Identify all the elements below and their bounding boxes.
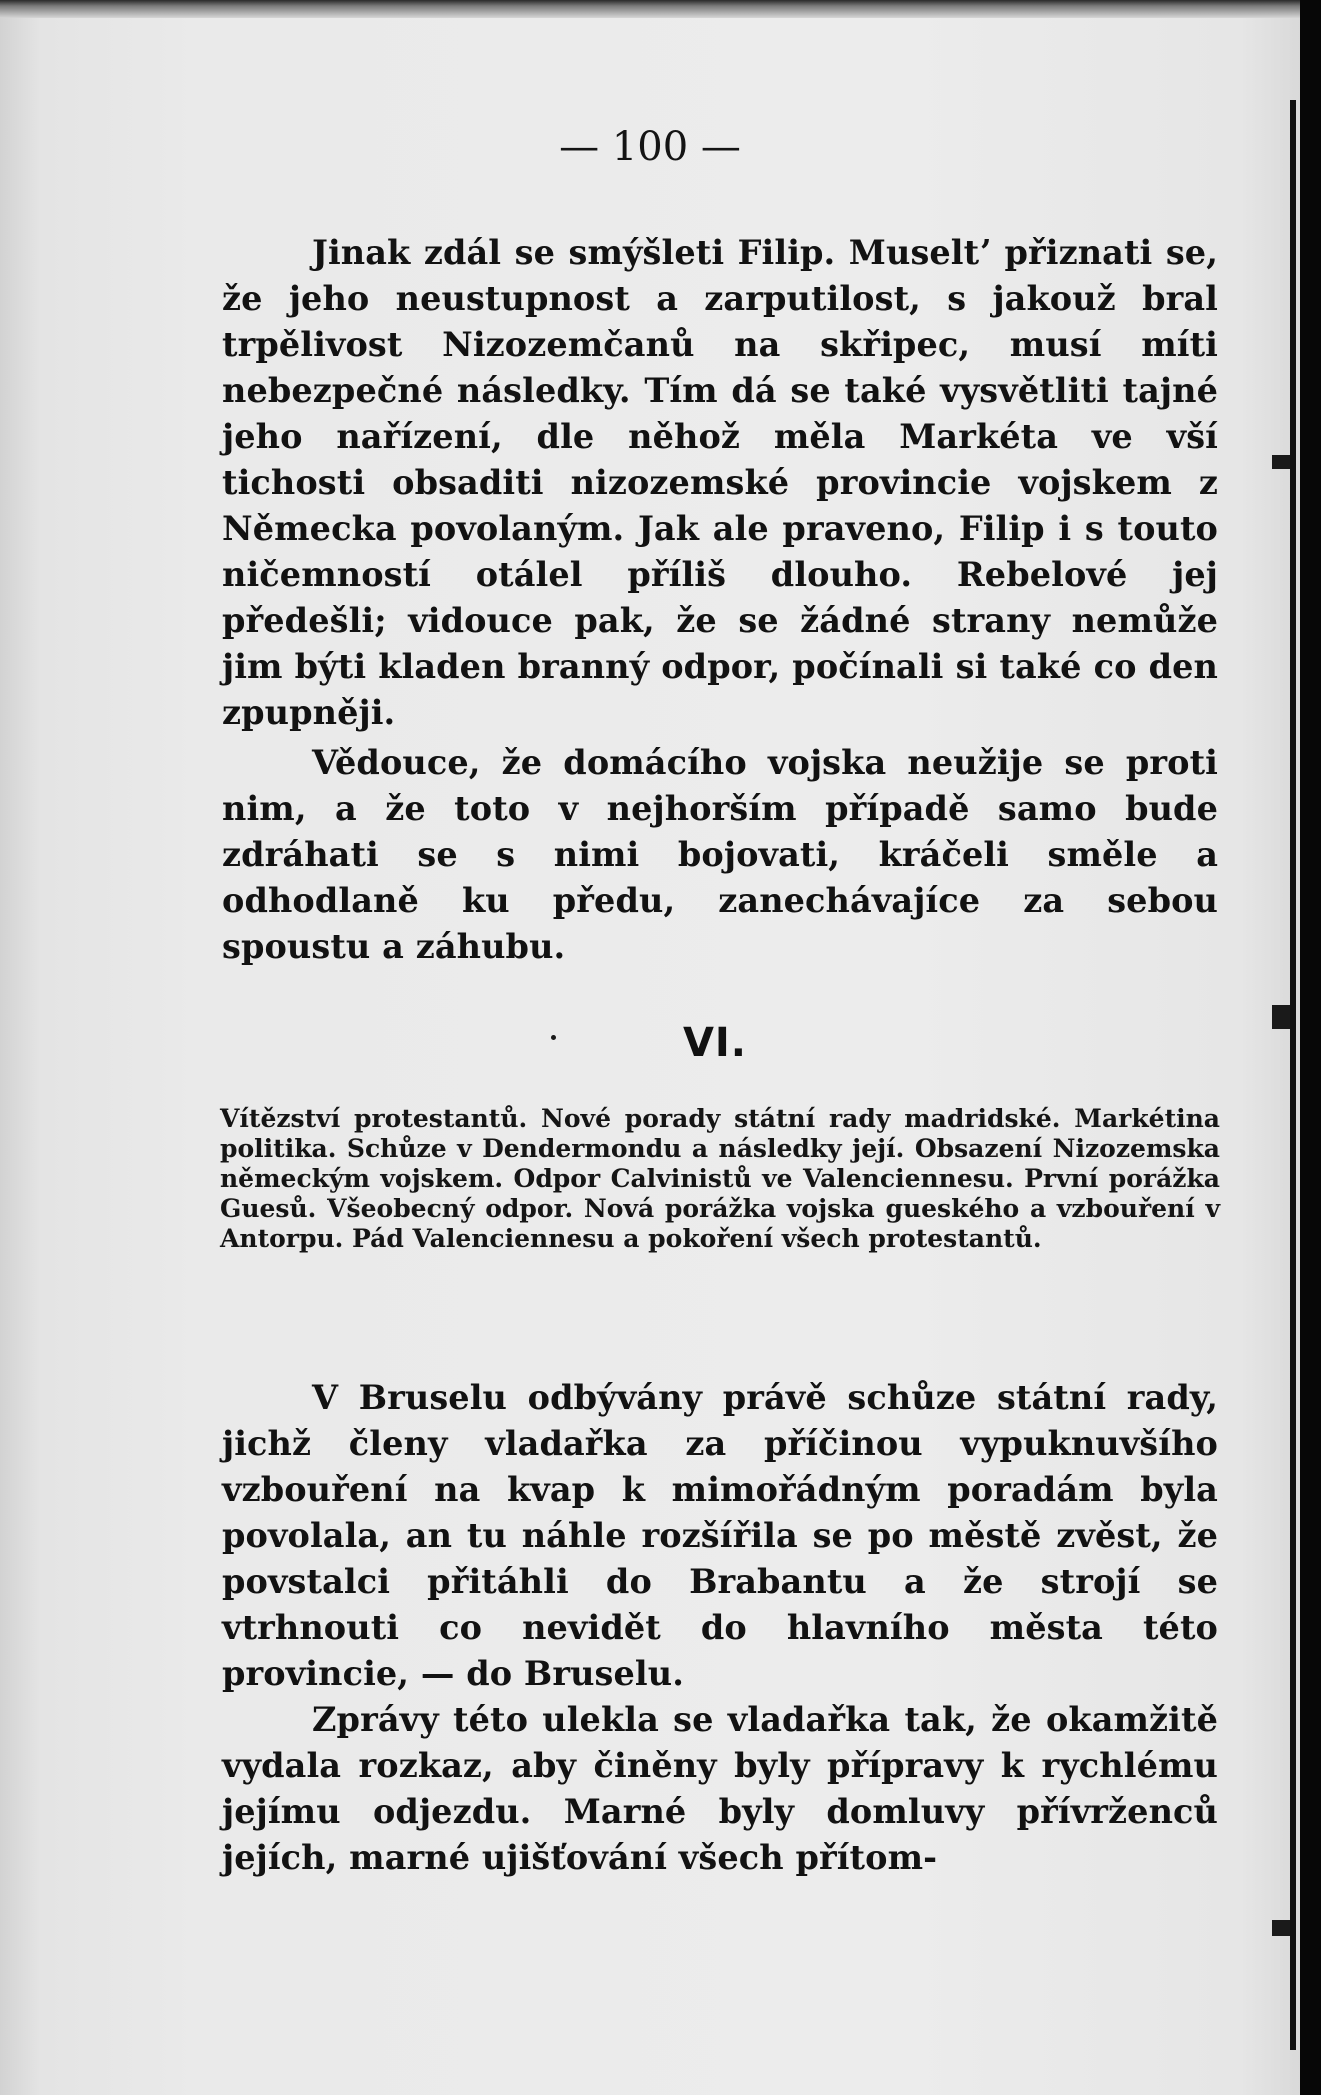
chapter-summary: Vítězství protestantů. Nové porady státní rady madridské. Markétina politika. Schůze v Dendermondu a následky její. Obsazení Nizozemska německým vojskem. Odpor Calvinistů ve Valenciennesu. První porážka Guesů. Všeobecný odpor. Nová porážka vojska gueského a vzbouření v Antorpu. Pád Valenciennesu a pokoření všech protestantů.: [220, 1104, 1220, 1253]
top-page-edge: [0, 0, 1300, 18]
binding-notch: [1272, 455, 1290, 469]
binding-notch: [1272, 1005, 1290, 1029]
book-spine-shadow: [1300, 0, 1321, 2095]
binding-shadow: [1290, 100, 1296, 2050]
paragraph-2: Vědouce, že domácího vojska neužije se proti nim, a že toto v nejhorším případě samo bude zdráhati se s nimi bojovati, kráčeli směle a odhodlaně ku předu, zanechávajíce za sebou spoustu a záhubu.: [222, 743, 1218, 966]
chapter-heading: VI.: [682, 1020, 748, 1066]
chapter-paragraph-2: Zprávy této ulekla se vladařka tak, že okamžitě vydala rozkaz, aby činěny byly přípravy k rychlému jejímu odjezdu. Marné byly domluvy přívrženců jejích, marné ujišťování všech přítom-: [222, 1700, 1218, 1877]
page-number: — 100 —: [559, 124, 741, 170]
chapter-paragraph-1: V Bruselu odbývány právě schůze státní rady, jichž členy vladařka za příčinou vypuknuvšího vzbouření na kvap k mimořádným poradám byla povolala, an tu náhle rozšířila se po městě zvěst, že povstalci přitáhli do Brabantu a že strojí se vtrhnouti co nevidět do hlavního města této provincie, — do Bruselu.: [222, 1378, 1218, 1693]
ink-speck: [551, 1035, 556, 1040]
binding-notch: [1272, 1920, 1290, 1936]
paragraph-1: Jinak zdál se smýšleti Filip. Museltʼ přiznati se, že jeho neustupnost a zarputilost, s jakouž bral trpělivost Nizozemčanů na skřipec, musí míti nebezpečné následky. Tím dá se také vysvětliti tajné jeho nařízení, dle něhož měla Markéta ve vší tichosti obsaditi nizozemské provincie vojskem z Německa povolaným. Jak ale praveno, Filip i s touto ničemností otálel příliš dlouho. Rebelové jej předešli; vidouce pak, že se žádné strany nemůže jim býti kladen branný odpor, počínali si také co den zpupněji.: [222, 233, 1218, 732]
